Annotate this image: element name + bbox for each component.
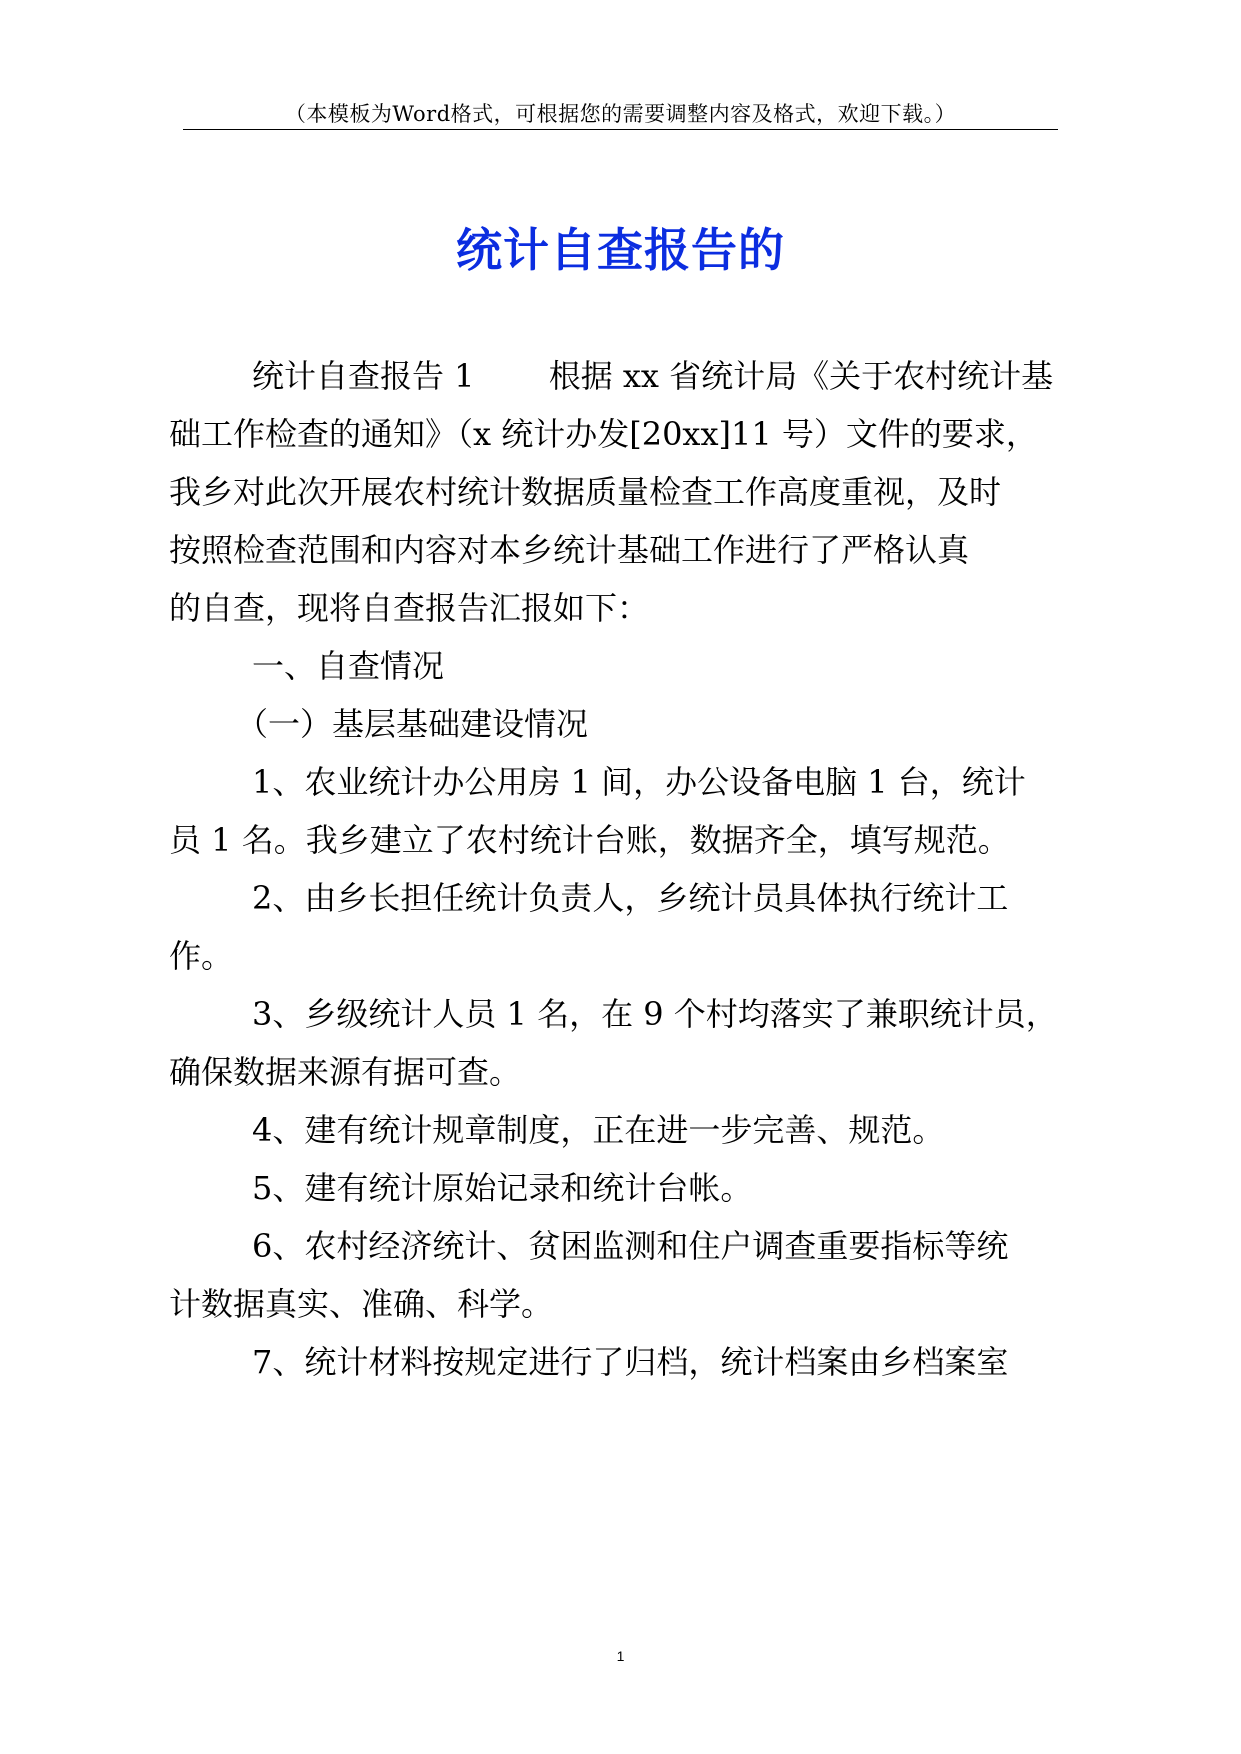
- body-line-5: 的自查，现将自查报告汇报如下：: [169, 589, 650, 627]
- body-line-3: 我乡对此次开展农村统计数据质量检查工作高度重视，及时: [169, 473, 1002, 511]
- body-line-12: 4、建有统计规章制度，正在进一步完善、规范。: [252, 1111, 945, 1149]
- body-line-16: 7、统计材料按规定进行了归档，统计档案由乡档案室: [252, 1343, 1009, 1381]
- body-line-4: 按照检查范围和内容对本乡统计基础工作进行了严格认真: [169, 531, 970, 569]
- body-line-8: 2、由乡长担任统计负责人，乡统计员具体执行统计工: [252, 879, 1009, 917]
- section-heading-1: 一、自查情况: [252, 647, 445, 685]
- body-line-15: 计数据真实、准确、科学。: [169, 1285, 554, 1323]
- body-line-9: 作。: [169, 937, 234, 975]
- body-line-14: 6、农村经济统计、贫困监测和住户调查重要指标等统: [252, 1227, 1009, 1265]
- document-title: 统计自查报告的: [456, 223, 785, 277]
- body-line-10: 3、乡级统计人员 1 名，在 9 个村均落实了兼职统计员，: [252, 995, 1058, 1033]
- body-line-13: 5、建有统计原始记录和统计台帐。: [252, 1169, 753, 1207]
- body-line-11: 确保数据来源有据可查。: [169, 1053, 522, 1091]
- header-note: （本模板为Word格式，可根据您的需要调整内容及格式，欢迎下载。）: [284, 102, 957, 126]
- header-divider: [183, 129, 1058, 130]
- page-number: 1: [616, 1648, 625, 1664]
- body-line-1: 统计自查报告 1 根据 xx 省统计局《关于农村统计基: [252, 357, 1054, 395]
- body-line-7: 员 1 名。我乡建立了农村统计台账，数据齐全，填写规范。: [169, 821, 1010, 859]
- body-line-6: 1、农业统计办公用房 1 间，办公设备电脑 1 台，统计: [252, 763, 1026, 801]
- subsection-heading-1: （一）基层基础建设情况: [236, 705, 589, 743]
- body-line-2: 础工作检查的通知》（x 统计办发[20xx]11 号）文件的要求，: [169, 415, 1038, 453]
